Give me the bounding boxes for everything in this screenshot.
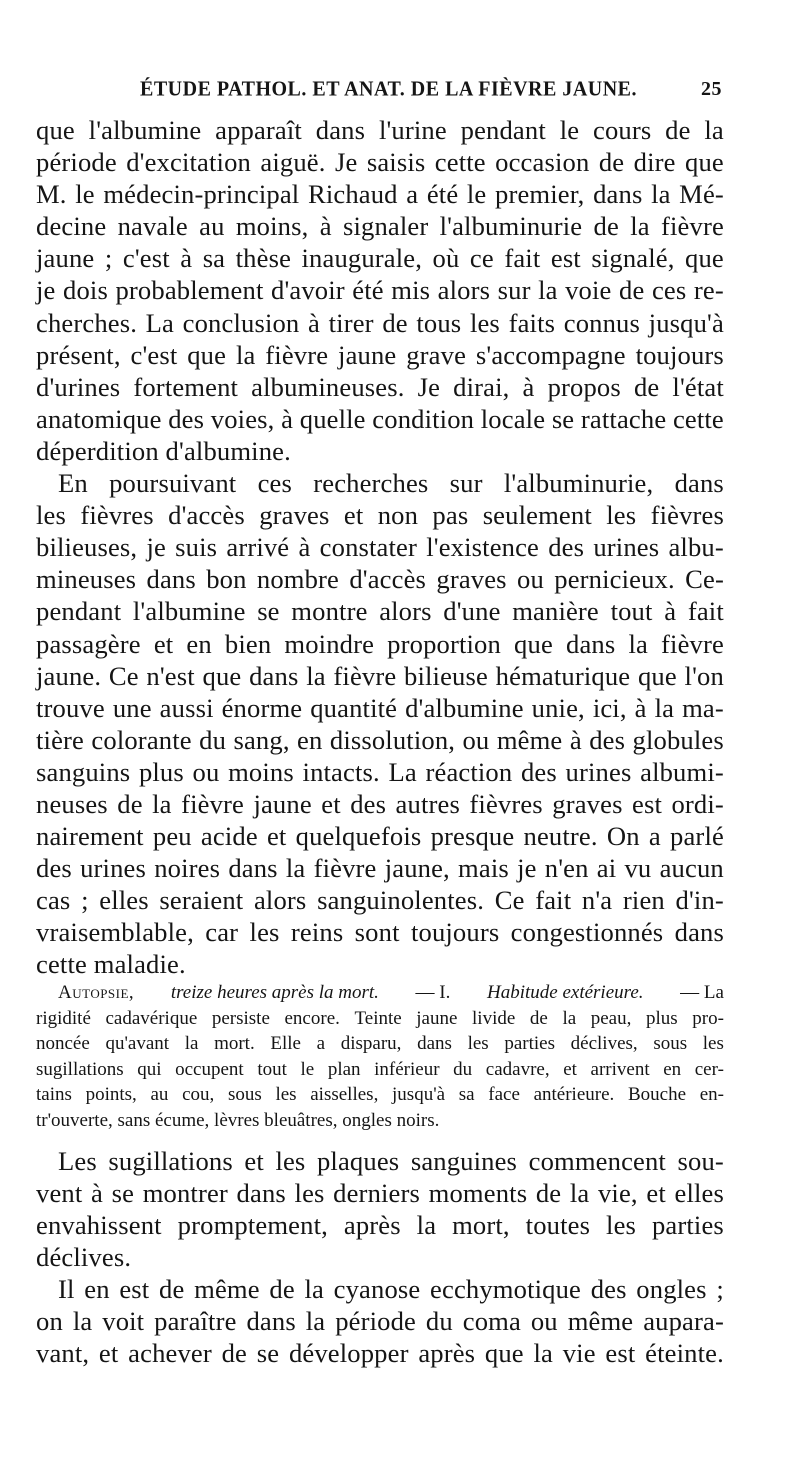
text-line: cette maladie. xyxy=(36,949,186,980)
text-line: neuses de la fièvre jaune et des autres fièvres graves est ordi- xyxy=(36,788,724,819)
text-line: mineuses dans bon nombre d'accès graves ou pernicieux. Ce- xyxy=(36,564,724,595)
text-line: pendant l'albumine se montre alors d'une manière tout à fait xyxy=(36,596,724,627)
text-line: cherches. La conclusion à tirer de tous les faits connus jusqu'à xyxy=(36,307,724,338)
autopsy-line: rigidité cadavérique persiste encore. Teinte jaune livide de la peau, plus pro- xyxy=(36,1007,724,1029)
text-line: je dois probablement d'avoir été mis alors sur la voie de ces re- xyxy=(36,275,724,306)
text-line: cas ; elles seraient alors sanguinolentes. Ce fait n'a rien d'in- xyxy=(36,885,724,916)
paragraph-1 xyxy=(36,114,724,467)
text-line: En poursuivant ces recherches sur l'albuminurie, dans xyxy=(58,468,724,499)
page-number: 25 xyxy=(701,78,722,100)
text-line: bilieuses, je suis arrivé à constater l'existence des urines albu- xyxy=(36,532,724,563)
autopsy-note xyxy=(36,980,724,1133)
text-line: sanguins plus ou moins intacts. La réaction des urines albumi- xyxy=(36,756,724,787)
autopsy-section: — I. xyxy=(415,982,451,1003)
autopsy-dash: — La xyxy=(680,982,724,1003)
text-line: Il en est de même de la cyanose ecchymotique des ongles ; xyxy=(58,1274,724,1304)
paragraph-2 xyxy=(36,467,724,981)
autopsy-line: noncée qu'avant la mort. Elle a disparu, dans les parties déclives, sous les xyxy=(36,1033,724,1054)
text-line: M. le médecin-principal Richaud a été le premier, dans la Mé- xyxy=(36,179,724,210)
text-line: anatomique des voies, à quelle condition locale se rattache cette xyxy=(36,403,724,434)
text-line: tière colorante du sang, en dissolution, ou même à des globules xyxy=(36,724,724,755)
paragraph-4 xyxy=(36,1273,724,1369)
text-line: période d'excitation aiguë. Je saisis cette occasion de dire que xyxy=(36,147,724,178)
text-line: vraisemblable, car les reins sont toujours congestionnés dans xyxy=(36,917,724,948)
autopsy-line: tains points, au cou, sous les aisselles, jusqu'à sa face antérieure. Bouche en- xyxy=(36,1084,724,1105)
text-line: Les sugillations et les plaques sanguines commencent sou- xyxy=(58,1146,724,1176)
running-title: ÉTUDE PATHOL. ET ANAT. DE LA FIÈVRE JAUNE. xyxy=(140,77,638,101)
text-line: nairement peu acide et quelquefois presque neutre. On a parlé xyxy=(36,821,724,852)
main-text xyxy=(36,114,724,981)
text-line: des urines noires dans la fièvre jaune, mais je n'en ai vu aucun xyxy=(36,853,724,884)
text-line: decine navale au moins, à signaler l'albuminurie de la fièvre xyxy=(36,211,724,242)
text-line: les fièvres d'accès graves et non pas seulement les fièvres xyxy=(36,500,724,531)
text-line: que l'albumine apparaît dans l'urine pendant le cours de la xyxy=(36,115,724,145)
autopsy-line: sugillations qui occupent tout le plan inférieur du cadavre, et arrivent en cer- xyxy=(36,1058,724,1080)
autopsy-label: Autopsie, xyxy=(58,982,135,1003)
text-line: envahissent promptement, après la mort, toutes les parties xyxy=(36,1210,724,1240)
text-line: on la voit paraître dans la période du coma ou même aupara- xyxy=(36,1306,724,1336)
autopsy-line: tr'ouverte, sans écume, lèvres bleuâtres, ongles noirs. xyxy=(36,1109,440,1131)
text-line: vant, et achever de se développer après que la vie est éteinte. xyxy=(36,1338,724,1368)
autopsy-section-title: Habitude extérieure. xyxy=(487,982,644,1003)
paragraph-3 xyxy=(36,1145,724,1273)
page-header xyxy=(140,78,722,108)
text-line: déperdition d'albumine. xyxy=(36,435,291,466)
text-line: d'urines fortement albumineuses. Je dirai, à propos de l'état xyxy=(36,371,724,402)
text-line: trouve une aussi énorme quantité d'albumine unie, ici, à la ma- xyxy=(36,692,724,723)
text-line: déclives. xyxy=(36,1242,132,1272)
text-line: vent à se montrer dans les derniers moments de la vie, et elles xyxy=(36,1178,724,1208)
text-line: passagère et en bien moindre proportion que dans la fièvre xyxy=(36,628,724,659)
autopsy-first-line xyxy=(36,980,724,1006)
autopsy-time: treize heures après la mort. xyxy=(170,982,379,1003)
text-line: jaune ; c'est à sa thèse inaugurale, où ce fait est signalé, que xyxy=(36,243,724,274)
closing-text xyxy=(36,1145,724,1369)
text-line: présent, c'est que la fièvre jaune grave s'accompagne toujours xyxy=(36,339,724,370)
text-line: jaune. Ce n'est que dans la fièvre bilieuse hématurique que l'on xyxy=(36,660,724,691)
